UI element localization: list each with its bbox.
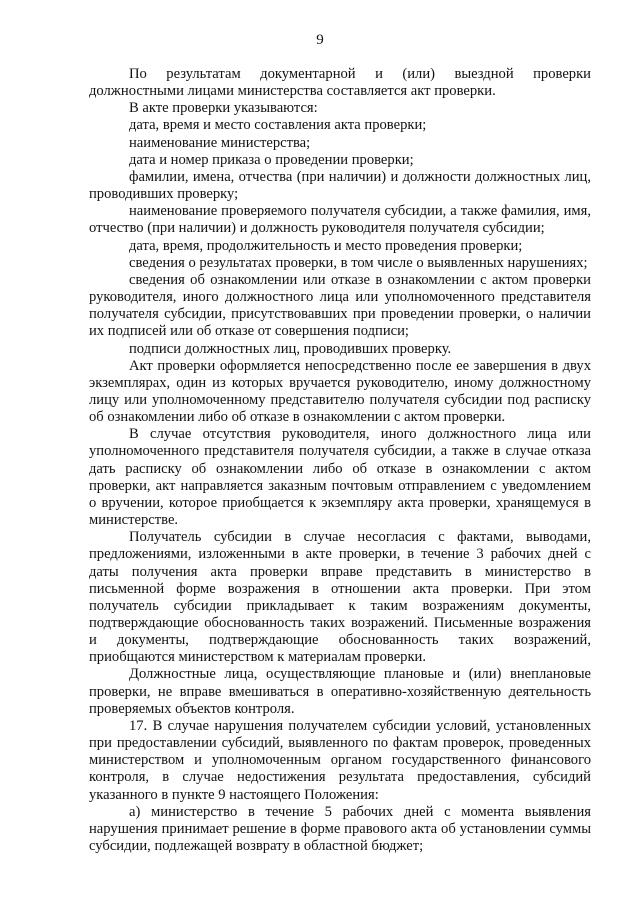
paragraph: фамилии, имена, отчества (при наличии) и должности должностных лиц, проводивших проверку; (89, 168, 591, 203)
page-number: 9 (316, 32, 324, 48)
paragraph: а) министерство в течение 5 рабочих дней с момента выявления нарушения принимает решение в форме правового акта об установлении суммы субсидии, подлежащей возврату в областной бюджет; (89, 803, 591, 855)
paragraph: дата, время и место составления акта проверки; (129, 117, 427, 134)
paragraph: В акте проверки указываются: (129, 100, 318, 117)
paragraph: Акт проверки оформляется непосредственно после ее завершения в двух экземплярах, один из которых вручается руководителю, иному должностному лицу или уполномоченному представителю получателя субсидии под расписку об ознакомлении либо об отказе в ознакомлении с актом проверки. (89, 357, 591, 426)
paragraph: дата, время, продолжительность и место проведения проверки; (129, 237, 523, 254)
paragraph: дата и номер приказа о проведении проверки; (129, 151, 414, 168)
paragraph: подписи должностных лиц, проводивших проверку. (129, 340, 452, 357)
paragraph: наименование министерства; (129, 134, 311, 151)
paragraph: наименование проверяемого получателя субсидии, а также фамилия, имя, отчество (при наличии) и должность руководителя получателя субсидии; (89, 203, 591, 237)
paragraph: По результатам документарной и (или) выездной проверки должностными лицами министерства составляется акт проверки. (89, 66, 591, 100)
paragraph: сведения об ознакомлении или отказе в ознакомлении с актом проверки руководителя, иного должностного лица или уполномоченного представителя получателя субсидии, присутствовавших при проведении проверки, о наличии их подписей или об отказе от совершения подписи; (89, 271, 591, 340)
document-body (89, 66, 591, 855)
paragraph: Должностные лица, осуществляющие плановые и (или) внеплановые проверки, не вправе вмешиваться в оперативно-хозяйственную деятельность проверяемых объектов контроля. (89, 666, 591, 717)
paragraph: Получатель субсидии в случае несогласия с фактами, выводами, предложениями, изложенными в акте проверки, в течение 3 рабочих дней с даты получения акта проверки вправе представить в министерство в письменной форме возражения в отношении акта проверки. При этом получатель субсидии прикладывает к таким возражениям документы, подтверждающие обоснованность таких возражений. Письменные возражения и документы, подтверждающие обоснованность таких возражений, приобщаются министерством к материалам проверки. (89, 529, 591, 666)
paragraph: В случае отсутствия руководителя, иного должностного лица или уполномоченного представителя получателя субсидии, а также в случае отказа дать расписку об ознакомлении либо об отказе в ознакомлении с актом проверки, акт направляется заказным почтовым отправлением с уведомлением о вручении, которое приобщается к экземпляру акта проверки, хранящемуся в министерстве. (89, 426, 591, 529)
paragraph: сведения о результатах проверки, в том числе о выявленных нарушениях; (129, 254, 588, 271)
paragraph: 17. В случае нарушения получателем субсидии условий, установленных при предоставлении субсидий, выявленного по фактам проверок, проведенных министерством и уполномоченным органом государственного финансового контроля, в случае недостижения результата предоставления, субсидий указанного в пункте 9 настоящего Положения: (89, 717, 591, 803)
